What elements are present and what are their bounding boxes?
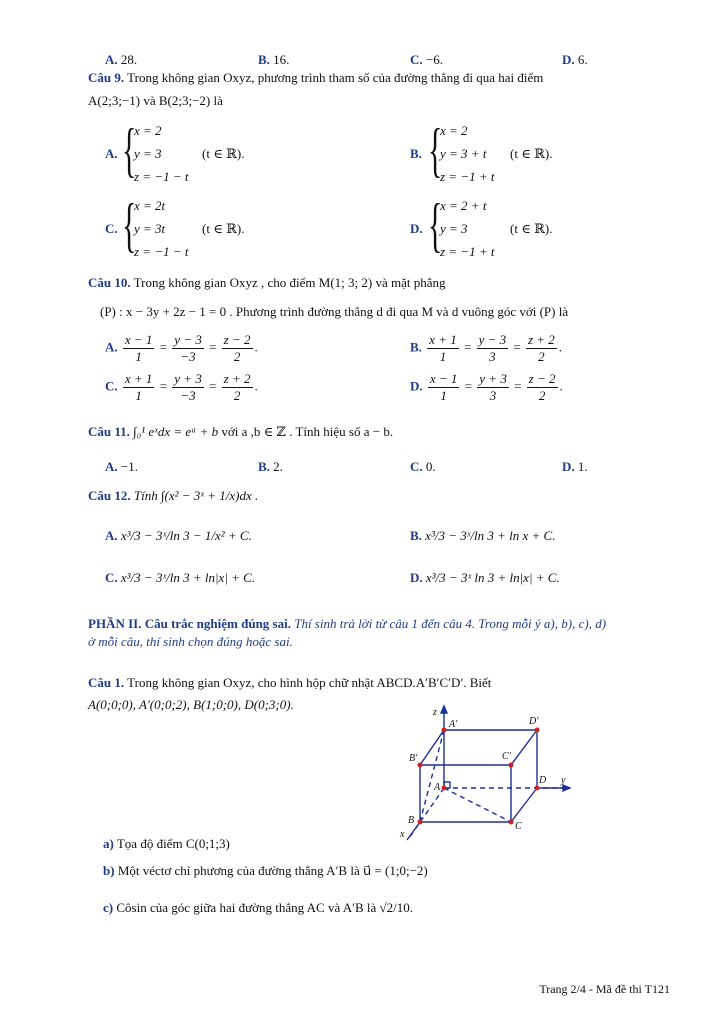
item-label: a) [103,836,114,851]
option-label: B. [258,459,270,474]
fraction: $\frac{z - 2}{2}$ [528,371,556,403]
question-label: Câu 10. [88,275,131,290]
part-instructions: Thí sinh trả lời từ câu 1 đến câu 4. Trong mỗi ý a), b), c), d) [294,616,607,631]
label-c1: C′ [502,751,511,762]
edge-cd [511,788,537,822]
sys-row: y = 3 [134,146,162,161]
label-x: x [400,829,405,840]
part-instructions-cont: ở mỗi câu, thí sinh chọn đúng hoặc sai. [88,634,293,649]
q9-stem [88,70,543,86]
option-label: B. [410,528,422,543]
q12-option-a[interactable] [105,528,252,544]
point-c1 [509,763,514,768]
q10-option-b[interactable]: B. $\frac{x + 1}{1}$ = $\frac{y - 3}{3}$ = $\frac{z + 2}{2}$ . [410,332,563,364]
q10-stem [88,275,445,291]
q10-option-a[interactable]: A. $\frac{x - 1}{1}$ = $\frac{y - 3}{-3}$ = $\frac{z - 2}{2}$ . [105,332,258,364]
fraction: $\frac{x - 1}{1}$ [124,332,153,364]
q11-option-b[interactable] [258,459,283,475]
question-text: Tính ∫(x² − 3ˣ + 1/x)dx . [133,488,259,503]
fraction: $\frac{z + 2}{2}$ [527,332,555,364]
item-label: b) [103,863,115,878]
domain-text: (t ∈ ℝ). [202,146,245,161]
q12-option-d[interactable] [410,570,560,586]
fraction: $\frac{z - 2}{2}$ [223,332,251,364]
fraction: $\frac{x + 1}{1}$ [429,332,457,364]
fraction: $\frac{x - 1}{1}$ [429,371,458,403]
point-d [535,786,540,791]
question-text: Trong không gian Oxyz , cho điểm M(1; 3; 2) và mặt phẳng [133,275,446,290]
p2q1-item-b[interactable] [103,863,428,879]
p2q1-item-a[interactable] [103,836,230,852]
p2q1-item-c[interactable] [103,900,413,916]
label-a1: A′ [449,719,458,730]
question-text: với a ,b ∈ ℤ . Tính hiệu số a − b. [221,424,394,439]
integral-expression: ∫₀¹ eˣdx = eᵃ + b [133,424,219,439]
option-text: 0. [425,459,436,474]
option-text: 28. [120,52,138,67]
q11-option-c[interactable] [410,459,436,475]
label-c: C [515,821,522,832]
q10-option-d[interactable]: D. $\frac{x - 1}{1}$ = $\frac{y + 3}{3}$ = $\frac{z - 2}{2}$ . [410,371,563,403]
p2q1-stem [88,675,491,691]
q9-option-b-label[interactable]: B. [410,146,422,161]
option-label: A. [105,52,118,67]
sys-row: x = 2t [134,198,166,213]
edge-b1a1 [420,730,444,765]
q12-option-c[interactable] [105,570,255,586]
option-text: x³/3 − 3ˣ ln 3 + ln|x| + C. [425,570,560,585]
q8-option-b[interactable] [258,52,289,68]
edge-d1c1 [511,730,537,765]
domain-text: (t ∈ ℝ). [510,146,553,161]
option-text: 2. [273,459,283,474]
label-y: y [561,775,566,786]
option-label: B. [258,52,270,67]
box-figure [395,700,580,845]
option-label: A. [105,459,118,474]
fraction: $\frac{y + 3}{-3}$ [174,371,202,403]
question-text: Trong không gian Oxyz, cho hình hộp chữ nhật ABCD.A′B′C′D′. Biết [127,675,492,690]
option-label: D. [410,378,423,394]
option-label: A. [105,528,118,543]
point-b [418,820,423,825]
option-text: x³/3 − 3ˣ/ln 3 + ln x + C. [425,528,556,543]
part-title: PHẦN II. Câu trắc nghiệm đúng sai. [88,616,291,631]
sys-row: x = 2 + t [440,198,487,213]
point-a [442,786,447,791]
option-label: D. [562,52,575,67]
point-c [509,820,514,825]
question-text-cont: A(0;0;0), A′(0;0;2), B(1;0;0), D(0;3;0). [88,697,294,712]
sys-row: z = −1 − t [134,169,189,184]
question-label: Câu 12. [88,488,131,503]
sys-row: y = 3t [134,221,166,236]
q10-option-c[interactable]: C. $\frac{x + 1}{1}$ = $\frac{y + 3}{-3}$ = $\frac{z + 2}{2}$ . [105,371,258,403]
fraction: $\frac{z + 2}{2}$ [223,371,251,403]
question-label: Câu 9. [88,70,125,85]
question-text-cont: (P) : x − 3y + 2z − 1 = 0 . Phương trình đường thẳng d đi qua M và d vuông góc với (P) là [100,304,569,319]
part2-heading [88,616,606,632]
label-a: A [434,782,441,793]
option-label: D. [562,459,575,474]
item-text: Tọa độ điểm C(0;1;3) [116,836,230,851]
sys-row: z = −1 + t [440,169,495,184]
option-text: 1. [577,459,588,474]
sys-row: z = −1 + t [440,244,495,259]
q9-option-d-label[interactable]: D. [410,221,423,236]
fraction: $\frac{y - 3}{-3}$ [174,332,202,364]
option-label: A. [105,339,118,355]
label-d: D [539,775,547,786]
fraction: $\frac{x + 1}{1}$ [124,371,153,403]
option-text: x³/3 − 3ˣ/ln 3 − 1/x² + C. [120,528,252,543]
point-d1 [535,728,540,733]
question-text-cont: A(2;3;−1) và B(2;3;−2) là [88,93,223,108]
item-label: c) [103,900,114,915]
option-label: D. [410,570,423,585]
question-label: Câu 11. [88,424,130,439]
option-label: C. [105,378,118,394]
option-text: 6. [577,52,588,67]
q8-option-a[interactable] [105,52,137,68]
diagonal-ac [444,788,511,822]
q12-stem [88,488,258,504]
option-text: −1. [120,459,138,474]
option-text: x³/3 − 3ˣ/ln 3 + ln|x| + C. [120,570,256,585]
q8-option-d[interactable] [562,52,588,68]
item-text: Một véctơ chỉ phương của đường thẳng A′B là u⃗ = (1;0;−2) [117,863,428,878]
sys-row: x = 2 [440,123,468,138]
sys-row: y = 3 + t [440,146,487,161]
z-axis-arrow [441,706,447,713]
q11-option-a[interactable] [105,459,138,475]
line-a1b [420,730,444,822]
point-a1 [442,728,447,733]
page-footer: Trang 2/4 - Mã đề thi T121 [539,982,670,996]
q11-option-d[interactable] [562,459,588,475]
domain-text: (t ∈ ℝ). [202,221,245,236]
option-label: B. [410,339,422,355]
label-d1: D′ [529,716,539,727]
sys-row: x = 2 [134,123,162,138]
option-text: 16. [273,52,290,67]
label-b1: B′ [409,753,418,764]
point-b1 [418,763,423,768]
fraction: $\frac{y + 3}{3}$ [479,371,507,403]
question-label: Câu 1. [88,675,125,690]
q9-option-a-label[interactable]: A. [105,146,118,161]
option-label: C. [105,570,118,585]
question-text: Trong không gian Oxyz, phương trình tham số của đường thẳng đi qua hai điểm [127,70,544,85]
sys-row: y = 3 [440,221,468,236]
item-text: Côsin của góc giữa hai đường thẳng AC và A′B là √2/10. [116,900,414,915]
fraction: $\frac{y - 3}{3}$ [478,332,507,364]
q12-option-b[interactable] [410,528,555,544]
option-label: C. [410,52,423,67]
label-b: B [408,815,415,826]
q8-option-c[interactable] [410,52,443,68]
q9-option-c-label[interactable]: C. [105,221,118,236]
sys-row: z = −1 − t [134,244,189,259]
domain-text: (t ∈ ℝ). [510,221,553,236]
option-label: C. [410,459,423,474]
q11-stem [88,424,393,440]
option-text: −6. [425,52,443,67]
label-z: z [433,707,437,718]
